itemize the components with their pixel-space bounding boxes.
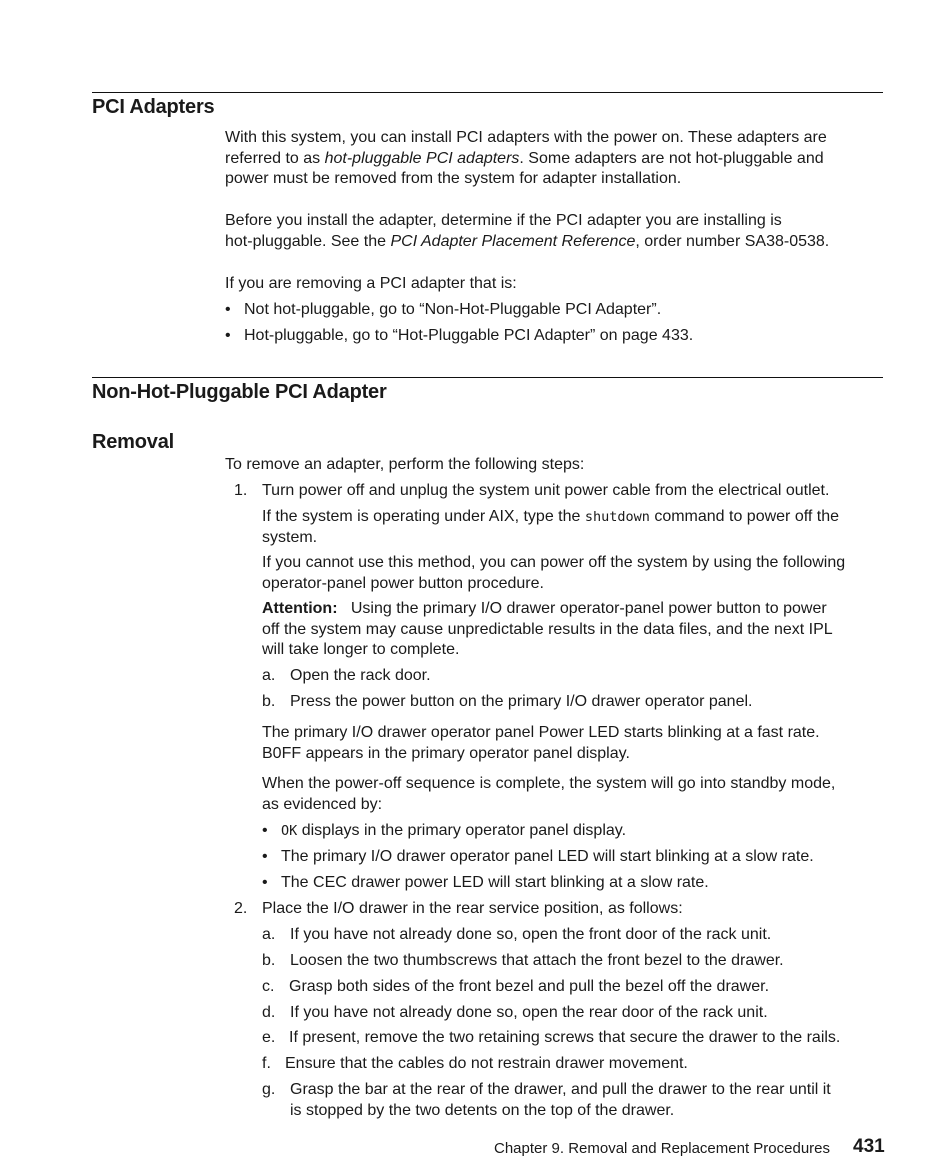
attention-label: Attention:	[262, 600, 338, 617]
page-number: 431	[853, 1136, 885, 1157]
text-line: hot-pluggable. See the PCI Adapter Placement Reference, order number SA38-0538.	[225, 232, 830, 250]
heading-non-hot-pluggable: Non-Hot-Pluggable PCI Adapter	[92, 381, 387, 403]
section-rule	[92, 377, 883, 378]
command-code: shutdown	[584, 509, 650, 525]
substep-text: Loosen the two thumbscrews that attach the front bezel to the drawer.	[290, 952, 784, 969]
substep-label: b.	[262, 693, 276, 710]
footer-chapter: Chapter 9. Removal and Replacement Procedures	[493, 1140, 830, 1157]
text-line: off the system may cause unpredictable results in the data files, and the next IPL	[262, 620, 833, 638]
text-line: operator-panel power button procedure.	[262, 574, 544, 592]
text-line: If you cannot use this method, you can power off the system by using the following	[262, 554, 846, 571]
led-note	[262, 723, 887, 764]
alternate-method	[262, 553, 887, 594]
attention-note	[262, 599, 887, 661]
paragraph-removing: If you are removing a PCI adapter that is:	[225, 275, 517, 292]
heading-pci-adapters: PCI Adapters	[92, 96, 215, 118]
text-line: B0FF appears in the primary operator panel display.	[262, 744, 630, 762]
substep-text: If present, remove the two retaining screws that secure the drawer to the rails.	[289, 1029, 841, 1046]
text-line: Grasp the bar at the rear of the drawer, and pull the drawer to the rear until it	[290, 1081, 831, 1098]
text-line: If the system is operating under AIX, type the shutdown command to power off the	[262, 508, 840, 525]
list-item: • The CEC drawer power LED will start blinking at a slow rate.	[262, 874, 709, 891]
standby-note	[262, 774, 887, 815]
paragraph-intro	[225, 128, 885, 190]
substep-label: e.	[262, 1029, 276, 1046]
status-code: OK	[281, 823, 298, 839]
substep-text: If you have not already done so, open the front door of the rack unit.	[290, 926, 772, 943]
text-line: is stopped by the two detents on the top of the drawer.	[290, 1101, 675, 1119]
substep-text	[290, 1080, 885, 1121]
substep-label: g.	[262, 1081, 276, 1098]
substep-label: d.	[262, 1004, 276, 1021]
text-line: The primary I/O drawer operator panel Power LED starts blinking at a fast rate.	[262, 724, 820, 741]
section-rule	[92, 92, 883, 93]
aix-instruction	[262, 507, 887, 548]
text-line: When the power-off sequence is complete, the system will go into standby mode,	[262, 775, 836, 792]
step-number: 2.	[234, 900, 248, 917]
step-2-text: Place the I/O drawer in the rear service position, as follows:	[262, 900, 683, 917]
text-line: Before you install the adapter, determine if the PCI adapter you are installing is	[225, 212, 782, 229]
substep-label: a.	[262, 926, 276, 943]
text-line: power must be removed from the system for adapter installation.	[225, 170, 682, 187]
substep-text: If you have not already done so, open the rear door of the rack unit.	[290, 1004, 768, 1021]
substep-label: b.	[262, 952, 276, 969]
text-line: referred to as hot-pluggable PCI adapters. Some adapters are not hot-pluggable and	[225, 149, 824, 167]
heading-removal: Removal	[92, 431, 174, 453]
substep-text: Ensure that the cables do not restrain drawer movement.	[285, 1055, 688, 1072]
list-item: • Hot-pluggable, go to “Hot-Pluggable PCI Adapter” on page 433.	[225, 327, 694, 344]
list-item: • The primary I/O drawer operator panel LED will start blinking at a slow rate.	[262, 848, 814, 865]
list-item: • Not hot-pluggable, go to “Non-Hot-Pluggable PCI Adapter”.	[225, 301, 662, 318]
substep-label: f.	[262, 1055, 271, 1072]
text-line: With this system, you can install PCI adapters with the power on. These adapters are	[225, 129, 827, 146]
substep-label: c.	[262, 978, 275, 995]
substep-text: Press the power button on the primary I/O drawer operator panel.	[290, 693, 753, 710]
step-number: 1.	[234, 482, 248, 499]
paragraph-before-install	[225, 211, 885, 252]
text-line: system.	[262, 528, 318, 546]
substep-text: Grasp both sides of the front bezel and pull the bezel off the drawer.	[289, 978, 770, 995]
text-line: Attention: Using the primary I/O drawer operator-panel power button to power	[262, 600, 827, 617]
substep-label: a.	[262, 667, 276, 684]
substep-text: Open the rack door.	[290, 667, 431, 684]
step-1-text: Turn power off and unplug the system unit power cable from the electrical outlet.	[262, 482, 830, 499]
text-line: will take longer to complete.	[262, 641, 460, 658]
removal-intro: To remove an adapter, perform the following steps:	[225, 456, 585, 473]
list-item: • OK displays in the primary operator panel display.	[262, 822, 627, 839]
text-line: as evidenced by:	[262, 795, 383, 813]
